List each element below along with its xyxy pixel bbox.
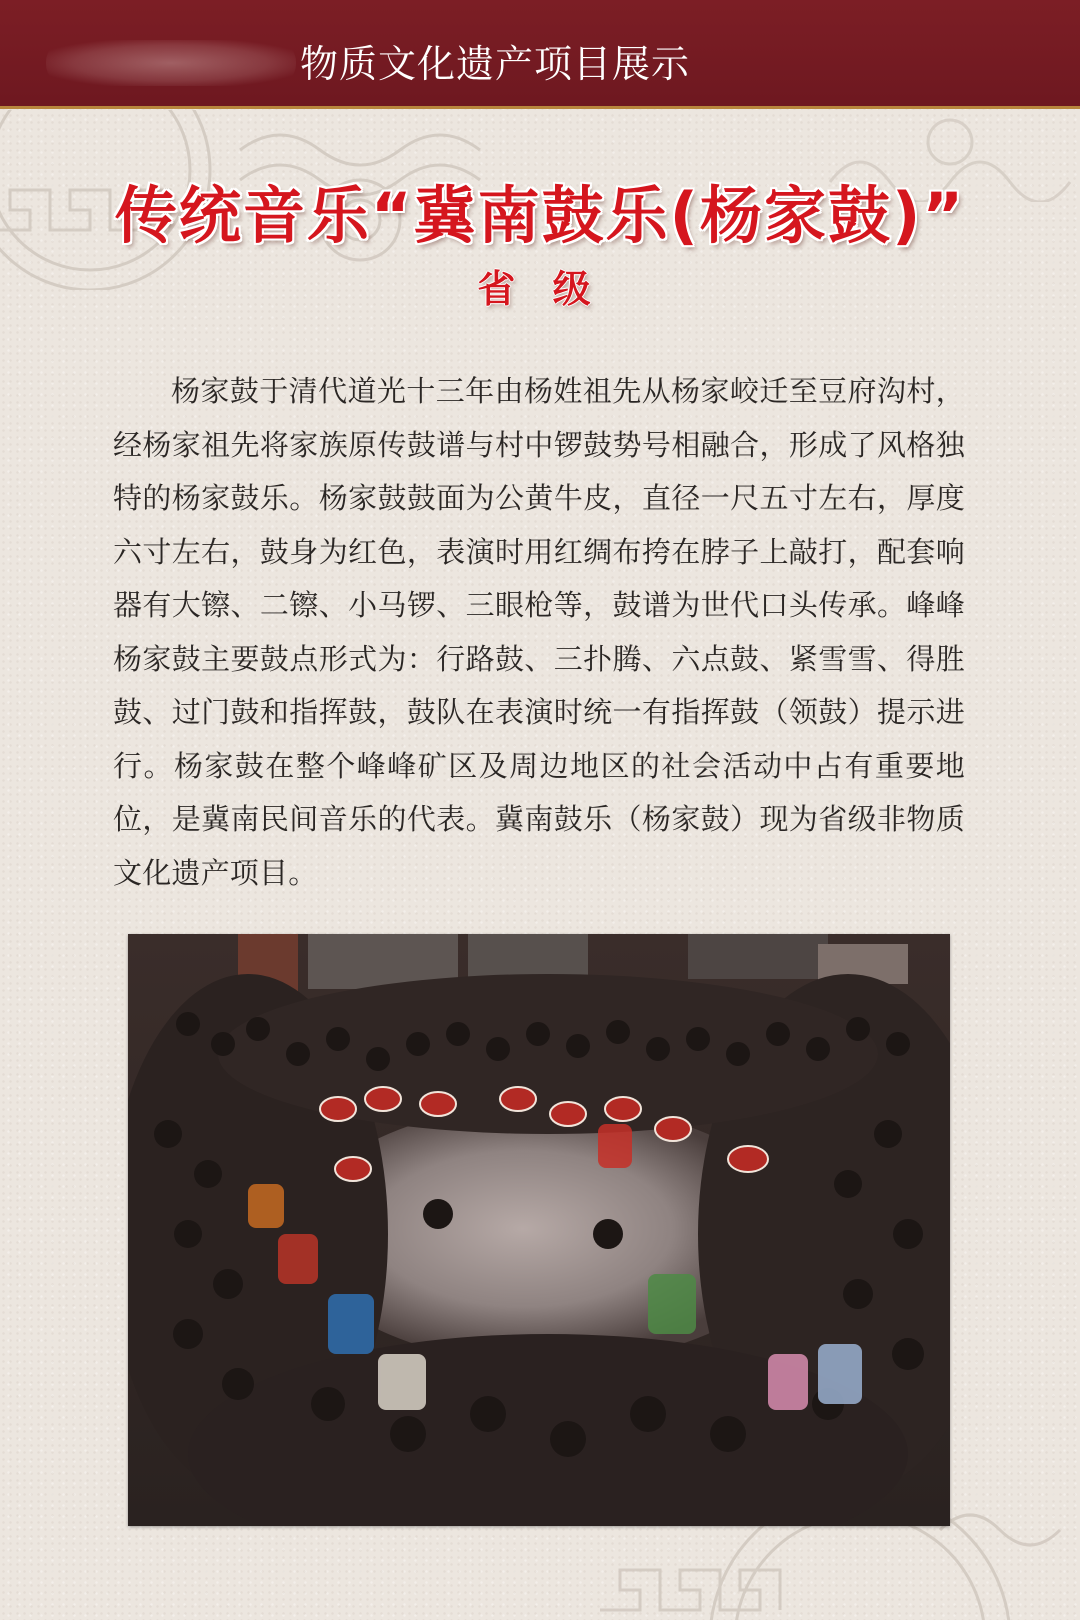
header-title: 物质文化遗产项目展示 — [300, 42, 691, 86]
article-body: 杨家鼓于清代道光十三年由杨姓祖先从杨家峧迁至豆府沟村，经杨家祖先将家族原传鼓谱与村中锣鼓势号相融合，形成了风格独特的杨家鼓乐。杨家鼓鼓面为公黄牛皮，直径一尺五寸左右，厚度六寸左右，鼓身为红色，表演时用红绸布挎在脖子上敲打，配套响器有大镲、二镲、小马锣、三眼枪等，鼓谱为世代口头传承。峰峰杨家鼓主要鼓点形式为：行路鼓、三扑腾、六点鼓、紧雪雪、得胜鼓、过门鼓和指挥鼓，鼓队在表演时统一有指挥鼓（领鼓）提示进行。杨家鼓在整个峰峰矿区及周边地区的社会活动中占有重要地位，是冀南民间音乐的代表。冀南鼓乐（杨家鼓）现为省级非物质文化遗产项目。 — [113, 374, 965, 890]
article-title: 传统音乐“冀南鼓乐(杨家鼓)” — [114, 179, 966, 252]
blurred-region-name — [46, 40, 296, 86]
drum-performance-photo — [128, 934, 950, 1526]
header-bar — [0, 0, 1080, 109]
drum-performance-crowd-photo-icon — [128, 934, 950, 1526]
heritage-level: 省 级 — [477, 267, 603, 311]
